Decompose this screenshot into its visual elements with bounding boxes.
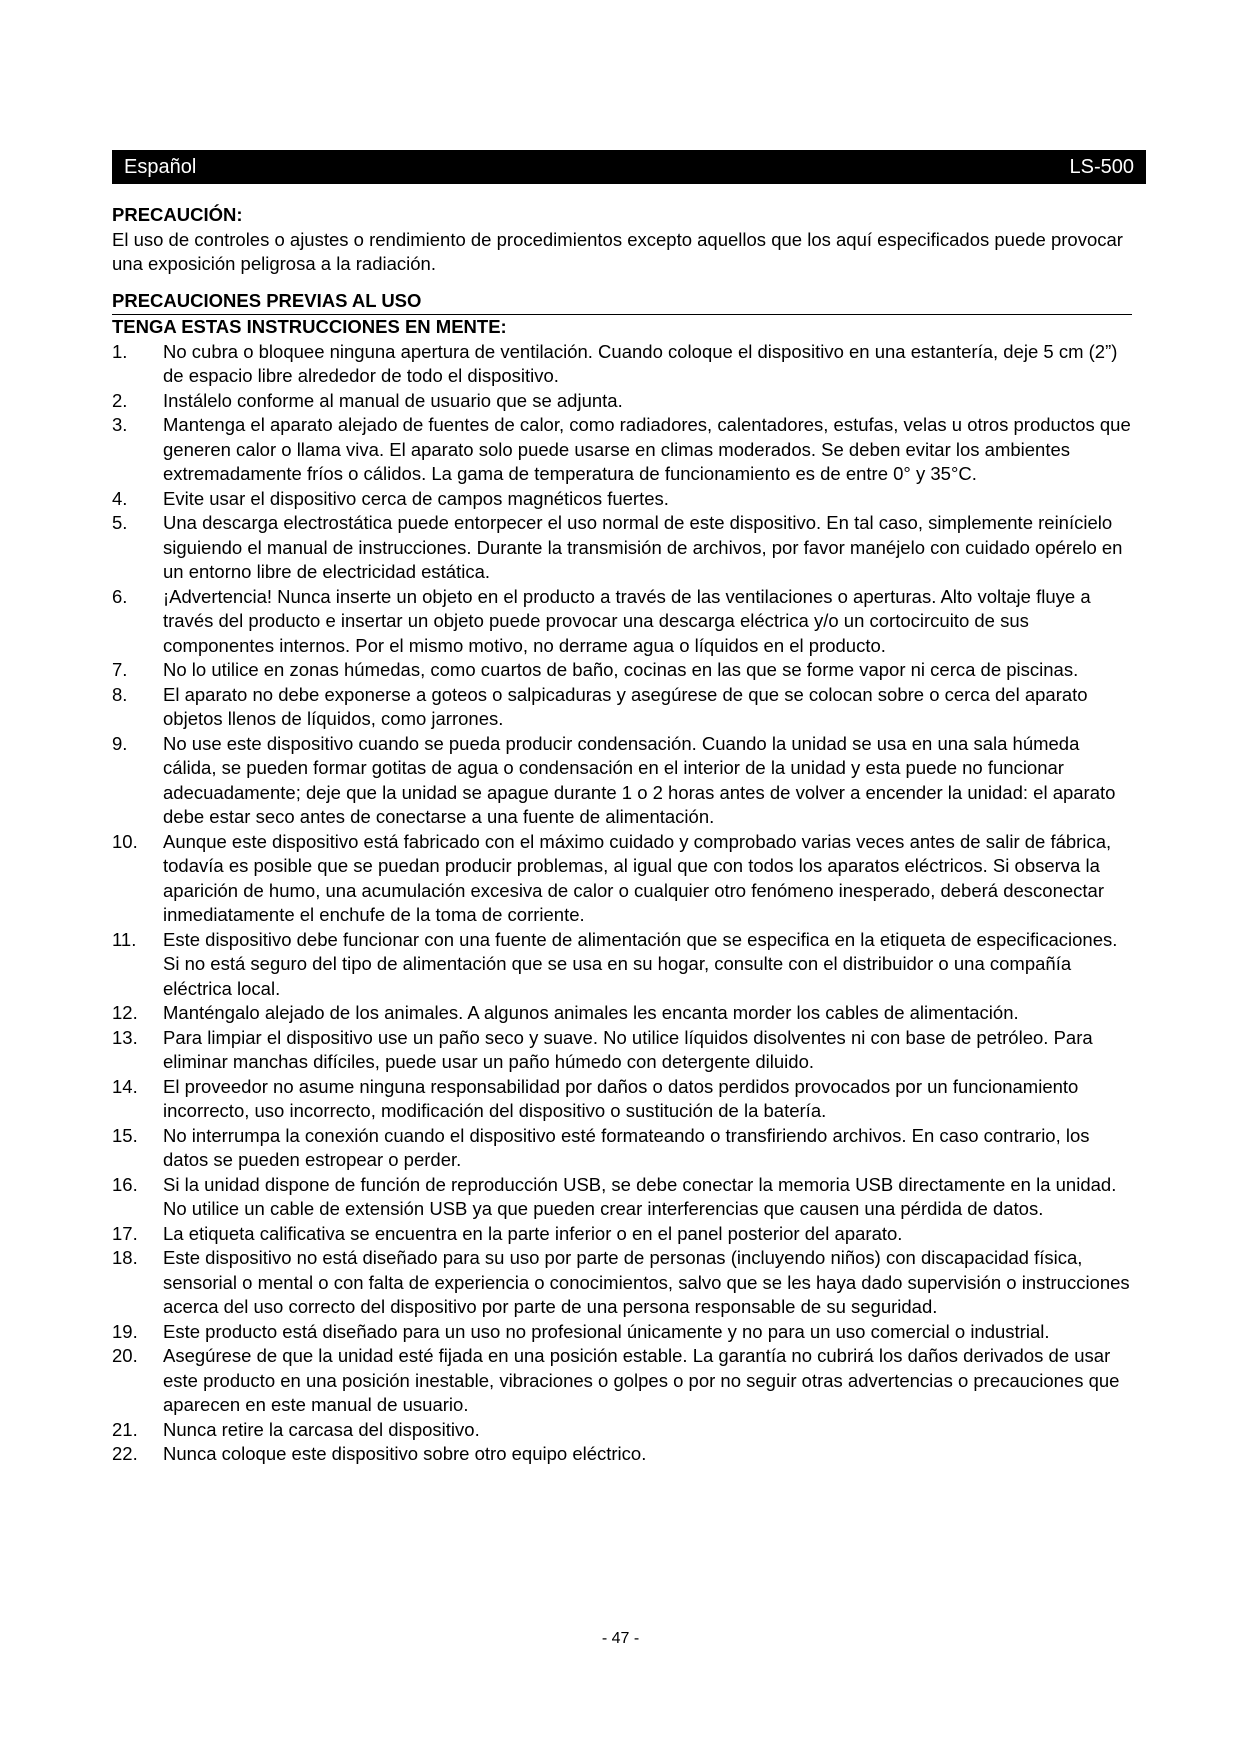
list-item-number: 1. xyxy=(112,340,128,362)
list-item-text: No cubra o bloquee ninguna apertura de ventilación. Cuando coloque el dispositivo en una estantería, deje 5 cm (2”) de espacio libre alrededor de todo el dispositivo. xyxy=(163,340,1118,386)
list-item-number: 21. xyxy=(112,1418,138,1440)
list-item-text: Instálelo conforme al manual de usuario que se adjunta. xyxy=(163,389,623,411)
list-item-text: Nunca coloque este dispositivo sobre otro equipo eléctrico. xyxy=(163,1443,647,1464)
list-item-text: No interrumpa la conexión cuando el dispositivo esté formateando o transfiriendo archivos. En caso contrario, los datos se pueden estropear o perder. xyxy=(163,1124,1090,1170)
list-item-text: Si la unidad dispone de función de reproducción USB, se debe conectar la memoria USB directamente en la unidad. No utilice un cable de extensión USB ya que pueden crear interferencias que causen una pérdida de datos. xyxy=(163,1173,1117,1219)
list-item xyxy=(112,1075,1132,1124)
list-item-number: 10. xyxy=(112,830,138,852)
list-item-number: 22. xyxy=(112,1443,138,1464)
list-item-number: 17. xyxy=(112,1222,138,1244)
list-item-number: 19. xyxy=(112,1320,138,1342)
list-item-text: Este producto está diseñado para un uso no profesional únicamente y no para un uso comercial o industrial. xyxy=(163,1320,1050,1342)
list-item-text: Para limpiar el dispositivo use un paño seco y suave. No utilice líquidos disolventes ni con base de petróleo. Para eliminar manchas difíciles, puede usar un paño húmedo con detergente diluido. xyxy=(163,1026,1093,1072)
list-item-number: 20. xyxy=(112,1345,138,1366)
list-item xyxy=(112,683,1132,732)
list-item-text: El aparato no debe exponerse a goteos o salpicaduras y asegúrese de que se colocan sobre o cerca del aparato objetos llenos de líquidos, como jarrones. xyxy=(163,683,1088,729)
list-item xyxy=(112,830,1132,928)
list-item xyxy=(112,487,1132,512)
list-item-text: ¡Advertencia! Nunca inserte un objeto en el producto a través de las ventilaciones o aperturas. Alto voltaje fluye a través del producto e insertar un objeto puede provocar una descarga eléctrica y/o un cortocircuito de sus componentes internos. Por el mismo motivo, no derrame agua o líquidos en el producto. xyxy=(163,585,1091,656)
list-item-number: 8. xyxy=(112,683,128,705)
list-item xyxy=(112,1222,1132,1247)
list-item-number: 16. xyxy=(112,1173,138,1195)
section-subtitle: TENGA ESTAS INSTRUCCIONES EN MENTE: xyxy=(112,316,507,337)
list-item xyxy=(112,1026,1132,1075)
list-item-text: Manténgalo alejado de los animales. A algunos animales les encanta morder los cables de alimentación. xyxy=(163,1002,1019,1023)
list-item-number: 15. xyxy=(112,1124,138,1146)
page-number: - 47 - xyxy=(601,1630,640,1647)
list-item xyxy=(112,732,1132,830)
list-item xyxy=(112,1320,1132,1345)
list-item xyxy=(112,1173,1132,1222)
list-item-text: Este dispositivo no está diseñado para su uso por parte de personas (incluyendo niños) con discapacidad física, sensorial o mental o con falta de experiencia o conocimientos, salvo que se les haya dado supervisión o instrucciones acerca del uso correcto del dispositivo por parte de una persona responsable de su seguridad. xyxy=(163,1247,1130,1317)
list-item xyxy=(112,1001,1132,1026)
list-item-text: La etiqueta calificativa se encuentra en la parte inferior o en el panel posterior del aparato. xyxy=(163,1222,903,1244)
list-item-text: No use este dispositivo cuando se pueda producir condensación. Cuando la unidad se usa en una sala húmeda cálida, se pueden formar gotitas de agua o condensación en el interior de la unidad y esta puede no funcionar adecuadamente; deje que la unidad se apague durante 1 o 2 horas antes de volver a encender la unidad: el aparato debe estar seco antes de conectarse a una fuente de alimentación. xyxy=(163,732,1116,827)
list-item-number: 14. xyxy=(112,1075,138,1097)
list-item-text: El proveedor no asume ninguna responsabilidad por daños o datos perdidos provocados por un funcionamiento incorrecto, uso incorrecto, modificación del dispositivo o sustitución de la batería. xyxy=(163,1075,1079,1121)
list-item-text: Aunque este dispositivo está fabricado con el máximo cuidado y comprobado varias veces antes de salir de fábrica, todavía es posible que se puedan producir problemas, al igual que con todos los aparatos eléctricos. Si observa la aparición de humo, una acumulación excesiva de calor o cualquier otro fenómeno inesperado, deberá desconectar inmediatamente el enchufe de la toma de corriente. xyxy=(163,830,1112,925)
precaucion-text: El uso de controles o ajustes o rendimiento de procedimientos excepto aquellos que los aquí especificados puede provocar una exposición peligrosa a la radiación. xyxy=(112,228,1123,274)
list-item xyxy=(112,928,1132,1002)
list-item-text: Este dispositivo debe funcionar con una fuente de alimentación que se especifica en la etiqueta de especificaciones. Si no está seguro del tipo de alimentación que se usa en su hogar, consulte con el distribuidor o una compañía eléctrica local. xyxy=(163,928,1118,999)
list-item-number: 6. xyxy=(112,585,128,607)
list-item-number: 13. xyxy=(112,1026,138,1048)
list-item-number: 7. xyxy=(112,659,128,680)
list-item-number: 4. xyxy=(112,487,128,509)
document-body xyxy=(112,203,1132,1467)
list-item xyxy=(112,1124,1132,1173)
list-item-number: 12. xyxy=(112,1002,138,1023)
list-item-text: No lo utilice en zonas húmedas, como cuartos de baño, cocinas en las que se forme vapor ni cerca de piscinas. xyxy=(163,659,1079,680)
list-item xyxy=(112,585,1132,659)
list-item xyxy=(112,511,1132,585)
language-label: Español xyxy=(124,155,197,178)
model-label: LS-500 xyxy=(1069,155,1134,178)
list-item xyxy=(112,1246,1132,1320)
list-item-number: 5. xyxy=(112,512,128,533)
list-item xyxy=(112,658,1132,683)
list-item-number: 3. xyxy=(112,414,128,435)
list-item xyxy=(112,1418,1132,1443)
list-item xyxy=(112,413,1132,487)
list-item xyxy=(112,1442,1132,1467)
list-item-number: 2. xyxy=(112,389,128,411)
list-item-number: 9. xyxy=(112,732,128,754)
list-item-text: Evite usar el dispositivo cerca de campos magnéticos fuertes. xyxy=(163,487,669,509)
list-item-text: Asegúrese de que la unidad esté fijada en una posición estable. La garantía no cubrirá los daños derivados de usar este producto en una posición inestable, vibraciones o golpes o por no seguir otras advertencias o precauciones que aparecen en este manual de usuario. xyxy=(163,1345,1120,1415)
precaucion-title: PRECAUCIÓN: xyxy=(112,204,243,225)
precautions-list xyxy=(112,340,1132,1467)
list-item-text: Una descarga electrostática puede entorpecer el uso normal de este dispositivo. En tal caso, simplemente reinícielo siguiendo el manual de instrucciones. Durante la transmisión de archivos, por favor manéjelo con cuidado opérelo en un entorno libre de electricidad estática. xyxy=(163,512,1123,582)
list-item xyxy=(112,389,1132,414)
list-item-number: 18. xyxy=(112,1247,138,1268)
list-item xyxy=(112,1344,1132,1418)
list-item-text: Nunca retire la carcasa del dispositivo. xyxy=(163,1418,480,1440)
list-item-number: 11. xyxy=(112,928,137,950)
list-item xyxy=(112,340,1132,389)
section-title: PRECAUCIONES PREVIAS AL USO xyxy=(112,289,1132,316)
list-item-text: Mantenga el aparato alejado de fuentes de calor, como radiadores, calentadores, estufas, velas u otros productos que generen calor o llama viva. El aparato solo puede usarse en climas moderados. Se deben evitar los ambientes extremadamente fríos o cálidos. La gama de temperatura de funcionamiento es de entre 0° y 35°C. xyxy=(163,414,1131,484)
header-bar xyxy=(112,150,1146,184)
